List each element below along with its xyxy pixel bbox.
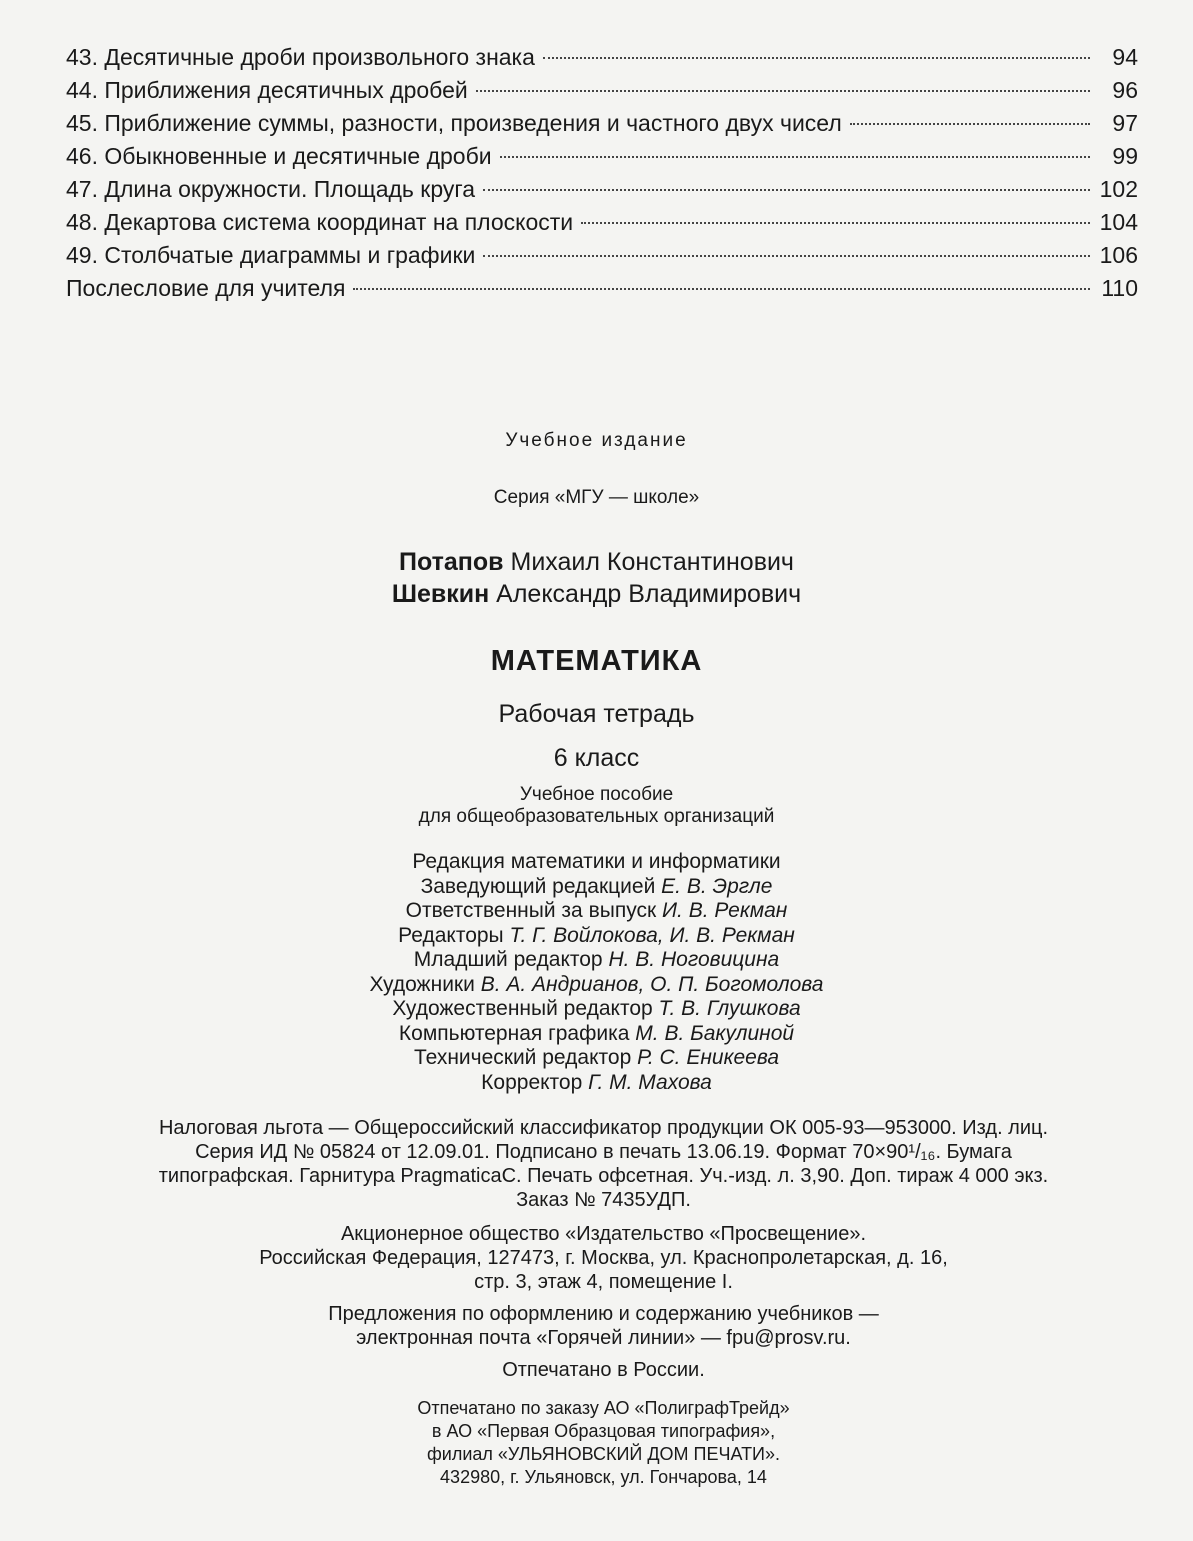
credit-line <box>0 973 1193 998</box>
credit-person: Г. М. Махова <box>588 1070 712 1094</box>
toc-leader-dots <box>483 189 1090 191</box>
imprint-line: Заказ № 7435УДП. <box>516 1189 691 1211</box>
credit-person: М. В. Бакулиной <box>635 1021 795 1045</box>
toc-page-number: 104 <box>1099 209 1138 235</box>
credit-person: Т. В. Глушкова <box>658 997 801 1020</box>
credit-line <box>0 924 1193 949</box>
credit-role: Художественный редактор <box>392 997 653 1020</box>
printer-line: Отпечатано по заказу АО «ПолиграфТрейд» <box>417 1398 790 1418</box>
credit-person: Р. С. Еникеева <box>637 1046 780 1069</box>
publisher-line: Акционерное общество «Издательство «Просвещение». <box>340 1223 867 1245</box>
book-title: МАТЕМАТИКА <box>490 645 703 677</box>
credit-line <box>0 1022 1193 1047</box>
credit-person: Н. В. Ноговицина <box>608 948 780 971</box>
toc-row <box>66 110 1138 143</box>
edition-label: Учебное издание <box>505 430 688 451</box>
printer-line: в АО «Первая Образцовая типография», <box>431 1421 776 1441</box>
printer-line: филиал «УЛЬЯНОВСКИЙ ДОМ ПЕЧАТИ». <box>426 1444 781 1464</box>
toc-title: 46. Обыкновенные и десятичные дроби <box>66 143 492 169</box>
suggestions-line: Предложения по оформлению и содержанию учебников — <box>328 1303 879 1325</box>
toc-row <box>66 77 1138 110</box>
credit-role: Технический редактор <box>413 1046 632 1069</box>
credit-role: Заведующий редакцией <box>420 874 656 898</box>
imprint-line: Серия ИД № 05824 от 12.09.01. Подписано в печать 13.06.19. Формат 70×90¹/₁₆. Бумага <box>195 1141 1012 1163</box>
imprint-line: типографская. Гарнитура PragmaticaC. Печать офсетная. Уч.-изд. л. 3,90. Доп. тираж 4 000 экз. <box>158 1165 1049 1187</box>
toc-page-number: 94 <box>1112 44 1138 70</box>
toc-row <box>66 176 1138 209</box>
toc-row <box>66 44 1138 77</box>
credit-role: Редакция математики и информатики <box>412 850 781 873</box>
credit-role: Компьютерная графика <box>398 1021 630 1045</box>
toc-title: 49. Столбчатые диаграммы и графики <box>66 242 476 268</box>
credit-line <box>0 1071 1193 1096</box>
credit-line <box>0 997 1193 1022</box>
credit-person: Е. В. Эргле <box>661 874 773 898</box>
toc-page-number: 110 <box>1101 275 1138 301</box>
author-1 <box>0 548 1193 577</box>
toc-leader-dots <box>353 288 1090 290</box>
toc-title: 47. Длина окружности. Площадь круга <box>66 176 476 202</box>
toc-leader-dots <box>483 255 1090 257</box>
publisher-line: Российская Федерация, 127473, г. Москва, ул. Краснопролетарская, д. 16, <box>259 1247 948 1269</box>
printer-block <box>66 1397 1141 1489</box>
credit-line <box>0 850 1193 875</box>
toc-row <box>66 209 1138 242</box>
author-1-name: Михаил Константинович <box>510 548 794 576</box>
toc-title: Послесловие для учителя <box>66 275 346 301</box>
series-label: Серия «МГУ — школе» <box>493 487 700 508</box>
credit-person: Т. Г. Войлокова, И. В. Рекман <box>509 923 795 947</box>
credits-block <box>0 850 1193 1095</box>
toc-title: 48. Декартова система координат на плоскости <box>66 209 574 235</box>
toc-leader-dots <box>500 156 1090 158</box>
credit-line <box>0 875 1193 900</box>
toc-leader-dots <box>850 123 1090 125</box>
credit-role: Корректор <box>481 1070 583 1094</box>
purpose-line-1: Учебное пособие <box>519 784 674 805</box>
purpose-line-2: для общеобразовательных организаций <box>418 806 775 827</box>
publisher-line: стр. 3, этаж 4, помещение I. <box>474 1271 733 1293</box>
toc-leader-dots <box>476 90 1090 92</box>
toc-title: 43. Десятичные дроби произвольного знака <box>66 44 535 70</box>
credit-role: Ответственный за выпуск <box>405 899 657 922</box>
credit-role: Редакторы <box>398 923 504 947</box>
author-2-surname: Шевкин <box>391 580 490 608</box>
publisher-block <box>66 1222 1141 1294</box>
toc-page-number: 97 <box>1112 110 1138 136</box>
toc-title: 45. Приближение суммы, разности, произведения и частного двух чисел <box>66 110 842 136</box>
suggestions-line: электронная почта «Горячей линии» — fpu@prosv.ru. <box>356 1327 851 1349</box>
toc-row <box>66 275 1138 308</box>
credit-person: В. А. Андрианов, О. П. Богомолова <box>480 972 824 996</box>
book-subtitle: Рабочая тетрадь <box>498 700 695 728</box>
author-1-surname: Потапов <box>399 548 504 576</box>
toc-page-number: 102 <box>1099 176 1138 202</box>
credit-line <box>0 948 1193 973</box>
toc-title: 44. Приближения десятичных дробей <box>66 77 468 103</box>
suggestions-block <box>66 1302 1141 1350</box>
credit-line <box>0 1046 1193 1071</box>
author-2-name: Александр Владимирович <box>496 580 802 608</box>
imprint-line: Налоговая льгота — Общероссийский классификатор продукции ОК 005-93—953000. Изд. лиц. <box>158 1117 1049 1139</box>
credit-role: Младший редактор <box>413 948 603 971</box>
toc-leader-dots <box>543 57 1090 59</box>
toc-row <box>66 143 1138 176</box>
printer-line: 432980, г. Ульяновск, ул. Гончарова, 14 <box>440 1467 767 1487</box>
toc-row <box>66 242 1138 275</box>
credit-person: И. В. Рекман <box>662 899 788 922</box>
toc-page-number: 99 <box>1112 143 1138 169</box>
printed-in-label: Отпечатано в России. <box>502 1359 705 1381</box>
imprint-block <box>66 1116 1141 1212</box>
author-2 <box>0 580 1193 609</box>
grade-label: 6 класс <box>553 744 640 772</box>
toc-leader-dots <box>581 222 1090 224</box>
toc-page-number: 96 <box>1112 77 1138 103</box>
table-of-contents <box>66 44 1138 308</box>
credit-role: Художники <box>369 972 475 996</box>
credit-line <box>0 899 1193 924</box>
toc-page-number: 106 <box>1099 242 1138 268</box>
